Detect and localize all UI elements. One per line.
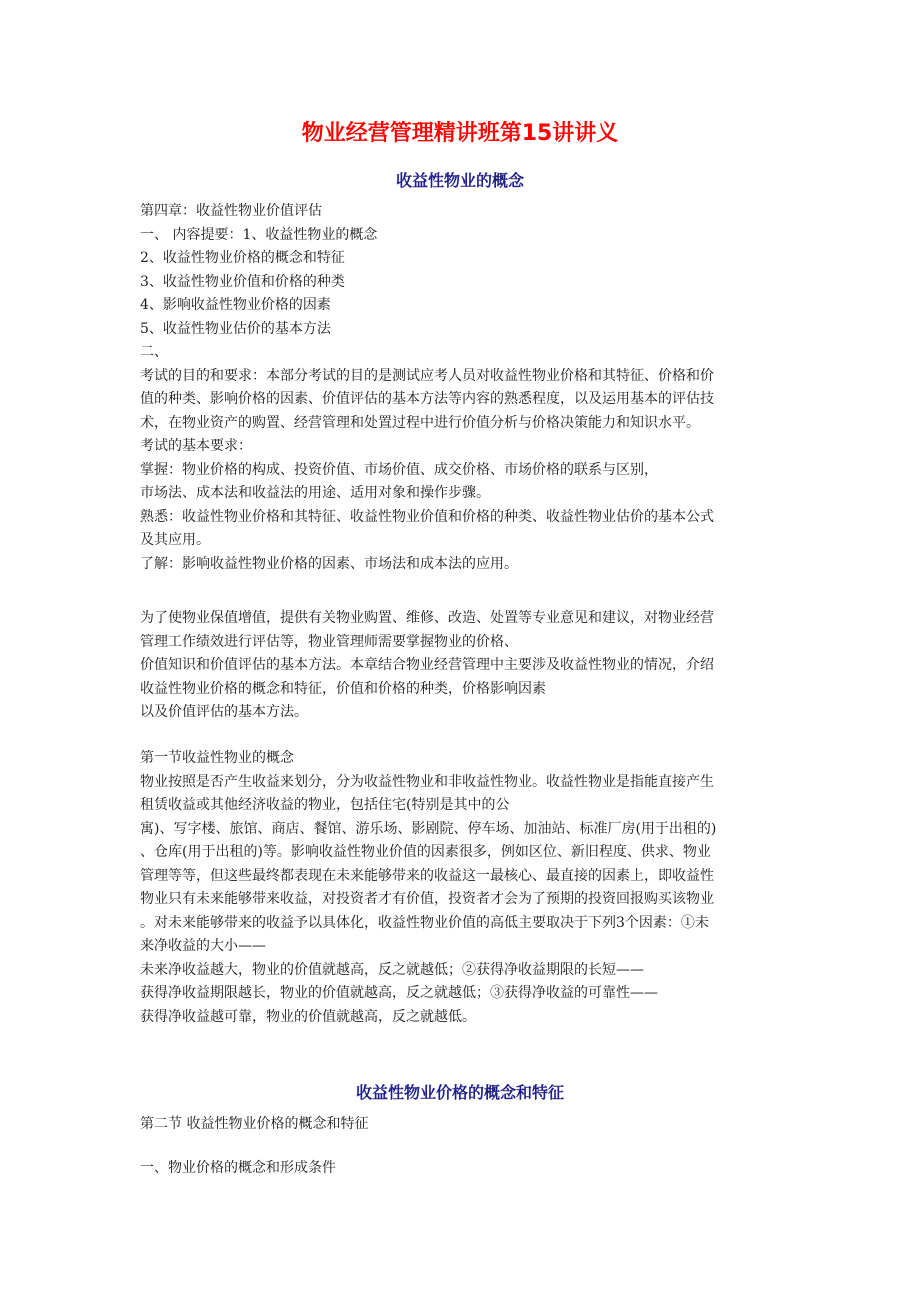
text-line: 获得净收益越可靠，物业的价值就越高，反之就越低。 [140,1008,476,1025]
text-line: 租赁收益或其他经济收益的物业，包括住宅(特别是其中的公 [140,797,510,813]
text-line: 了解：影响收益性物业价格的因素、市场法和成本法的应用。 [140,555,518,572]
section2-heading: 收益性物业价格的概念和特征 [355,1083,564,1102]
text-line: 管理工作绩效进行评估等，物业管理师需要掌握物业的价格、 [140,633,518,650]
intro-paragraph [140,607,780,725]
text-line: 4、影响收益性物业价格的因素 [140,297,331,313]
section1-outline [140,200,780,576]
text-line: 、仓库(用于出租的)等。影响收益性物业价值的因素很多，例如区位、新旧程度、供求、物业 [140,844,711,860]
text-line: 第一节收益性物业的概念 [140,750,294,766]
text-line: 考试的基本要求： [140,438,252,454]
text-line: 3、收益性物业价值和价格的种类 [140,273,345,290]
text-line: 第二节 收益性物业价格的概念和特征 [140,1116,369,1132]
text-line: 及其应用。 [140,532,210,548]
text-line: 一、物业价格的概念和形成条件 [140,1160,336,1176]
text-line: 5、收益性物业估价的基本方法 [140,320,331,337]
text-line: 。对未来能够带来的收益予以具体化，收益性物业价值的高低主要取决于下列3个因素：①未 [140,914,709,931]
text-line: 物业只有未来能够带来收益，对投资者才有价值，投资者才会为了预期的投资回报购买该物业 [140,891,714,907]
text-line: 2、收益性物业价格的概念和特征 [140,250,345,266]
text-line: 未来净收益越大，物业的价值就越高，反之就越低；②获得净收益期限的长短—— [140,961,644,978]
document-title: 物业经营管理精讲班第15讲讲义 [301,121,619,146]
section2-subheading [140,1113,780,1137]
text-line: 第四章：收益性物业价值评估 [140,203,322,219]
text-line: 值的种类、影响价格的因素、价值评估的基本方法等内容的熟悉程度，以及运用基本的评估技 [140,391,714,407]
text-line: 以及价值评估的基本方法。 [140,704,308,720]
text-line: 熟悉：收益性物业价格和其特征、收益性物业价值和价格的种类、收益性物业估价的基本公式 [140,508,714,525]
text-line: 二、 [140,344,168,360]
text-line: 一、 内容提要：1、收益性物业的概念 [140,226,378,243]
text-line: 物业按照是否产生收益来划分，分为收益性物业和非收益性物业。收益性物业是指能直接产生 [140,773,714,790]
text-line: 获得净收益期限越长，物业的价值就越高，反之就越低；③获得净收益的可靠性—— [140,985,658,1001]
text-line: 掌握：物业价格的构成、投资价值、市场价值、成交价格、市场价格的联系与区别， [140,461,658,478]
section1-body [140,747,780,1029]
text-line: 管理等等，但这些最终都表现在未来能够带来的收益这一最核心、最直接的因素上，即收益性 [140,867,714,884]
text-line: 价值知识和价值评估的基本方法。本章结合物业经营管理中主要涉及收益性物业的情况，介绍 [140,657,714,673]
section2-item [140,1157,780,1181]
text-line: 为了使物业保值增值，提供有关物业购置、维修、改造、处置等专业意见和建议，对物业经营 [140,610,714,626]
text-line: 来净收益的大小—— [140,938,266,954]
section1-heading: 收益性物业的概念 [395,171,524,190]
text-line: 收益性物业价格的概念和特征，价值和价格的种类，价格影响因素 [140,680,546,697]
text-line: 术，在物业资产的购置、经营管理和处置过程中进行价值分析与价格决策能力和知识水平。 [140,414,700,431]
text-line: 市场法、成本法和收益法的用途、适用对象和操作步骤。 [140,485,490,501]
text-line: 寓)、写字楼、旅馆、商店、餐馆、游乐场、影剧院、停车场、加油站、标准厂房(用于出租的) [140,820,717,837]
text-line: 考试的目的和要求：本部分考试的目的是测试应考人员对收益性物业价格和其特征、价格和价 [140,367,714,384]
